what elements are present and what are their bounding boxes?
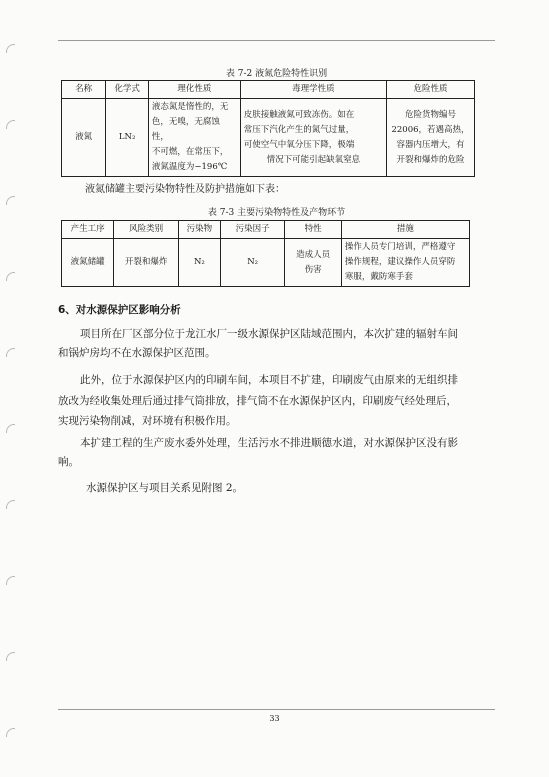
table1-caption: 表 7-2 液氮危险特性识别 bbox=[225, 69, 328, 79]
header-measures: 措施 bbox=[341, 221, 469, 239]
paragraph-line: 此外，位于水源保护区内的印刷车间，本项目不扩建，印刷废气由原来的无组织排 bbox=[80, 374, 458, 386]
binding-hole-mark bbox=[6, 500, 15, 509]
header-name: 名称 bbox=[62, 81, 106, 99]
cell-pollutant: N₂ bbox=[178, 239, 220, 287]
paragraph-line: 和锅炉房均不在水源保护区范围。 bbox=[58, 347, 216, 359]
cell-feature: 造成人员 伤害 bbox=[285, 239, 341, 287]
section-heading: 6、对水源保护区影响分析 bbox=[58, 304, 181, 316]
cell-danger: 危险货物编号 22006，若遇高热， 容器内压增大，有 开裂和爆炸的危险 bbox=[386, 99, 474, 177]
nitrogen-hazard-table bbox=[61, 80, 475, 177]
binding-hole-mark bbox=[6, 424, 15, 433]
table-row bbox=[62, 239, 470, 287]
header-factor: 污染因子 bbox=[220, 221, 285, 239]
intro-line: 液氮储罐主要污染物特性及防护措施如下表： bbox=[85, 184, 285, 195]
cell-measures: 操作人员专门培训，严格遵守 操作规程，建议操作人员穿防 寒服，戴防寒手套 bbox=[341, 239, 469, 287]
header-process: 产生工序 bbox=[62, 221, 114, 239]
binding-hole-mark bbox=[6, 576, 15, 585]
header-risk: 风险类别 bbox=[114, 221, 179, 239]
table-row bbox=[62, 99, 475, 177]
cell-name: 液氮 bbox=[62, 99, 106, 177]
header-formula: 化学式 bbox=[106, 81, 149, 99]
paragraph-line: 实现污染物削减，对环境有积极作用。 bbox=[58, 415, 237, 427]
table-header-row bbox=[62, 81, 475, 99]
table2-caption: 表 7-3 主要污染物特性及产物环节 bbox=[207, 208, 346, 218]
binding-hole-mark bbox=[6, 348, 15, 357]
header-pollutant: 污染物 bbox=[178, 221, 220, 239]
cell-physchem: 液态氮是惰性的，无 色，无嗅，无腐蚀性， 不可燃，在常压下， 液氮温度为−196℃ bbox=[148, 99, 240, 177]
cell-process: 液氮储罐 bbox=[62, 239, 114, 287]
binding-hole-mark bbox=[6, 196, 15, 205]
cell-toxic: 皮肤接触液氮可致冻伤。如在 常压下汽化产生的氮气过量， 可使空气中氧分压下降，极端 情况下可能引起缺氧窒息 bbox=[240, 99, 386, 177]
paragraph-line: 放改为经收集处理后通过排气筒排放，排气筒不在水源保护区内，印刷废气经处理后， bbox=[58, 395, 457, 407]
binding-hole-mark bbox=[6, 44, 15, 53]
binding-hole-mark bbox=[6, 272, 15, 281]
paragraph-line: 项目所在厂区部分位于龙江水厂一级水源保护区陆域范围内，本次扩建的辐射车间 bbox=[80, 328, 458, 340]
cell-factor: N₂ bbox=[220, 239, 285, 287]
cell-risk: 开裂和爆炸 bbox=[114, 239, 179, 287]
paragraph-line: 水源保护区与项目关系见附图 2。 bbox=[86, 482, 244, 494]
binding-hole-mark bbox=[6, 728, 15, 737]
page-number: 33 bbox=[269, 714, 280, 723]
footer-rule bbox=[58, 709, 495, 710]
paragraph-line: 本扩建工程的生产废水委外处理，生活污水不排进顺德水道，对水源保护区没有影 bbox=[80, 437, 458, 449]
cell-formula: LN₂ bbox=[106, 99, 149, 177]
binding-hole-mark bbox=[6, 652, 15, 661]
binding-hole-mark bbox=[6, 120, 15, 129]
table-header-row bbox=[62, 221, 470, 239]
header-danger: 危险性质 bbox=[386, 81, 474, 99]
header-rule bbox=[58, 40, 495, 41]
header-feature: 特性 bbox=[285, 221, 341, 239]
pollutant-table bbox=[61, 220, 470, 287]
header-toxic: 毒理学性质 bbox=[240, 81, 386, 99]
header-physchem: 理化性质 bbox=[148, 81, 240, 99]
paragraph-line: 响。 bbox=[58, 456, 79, 468]
